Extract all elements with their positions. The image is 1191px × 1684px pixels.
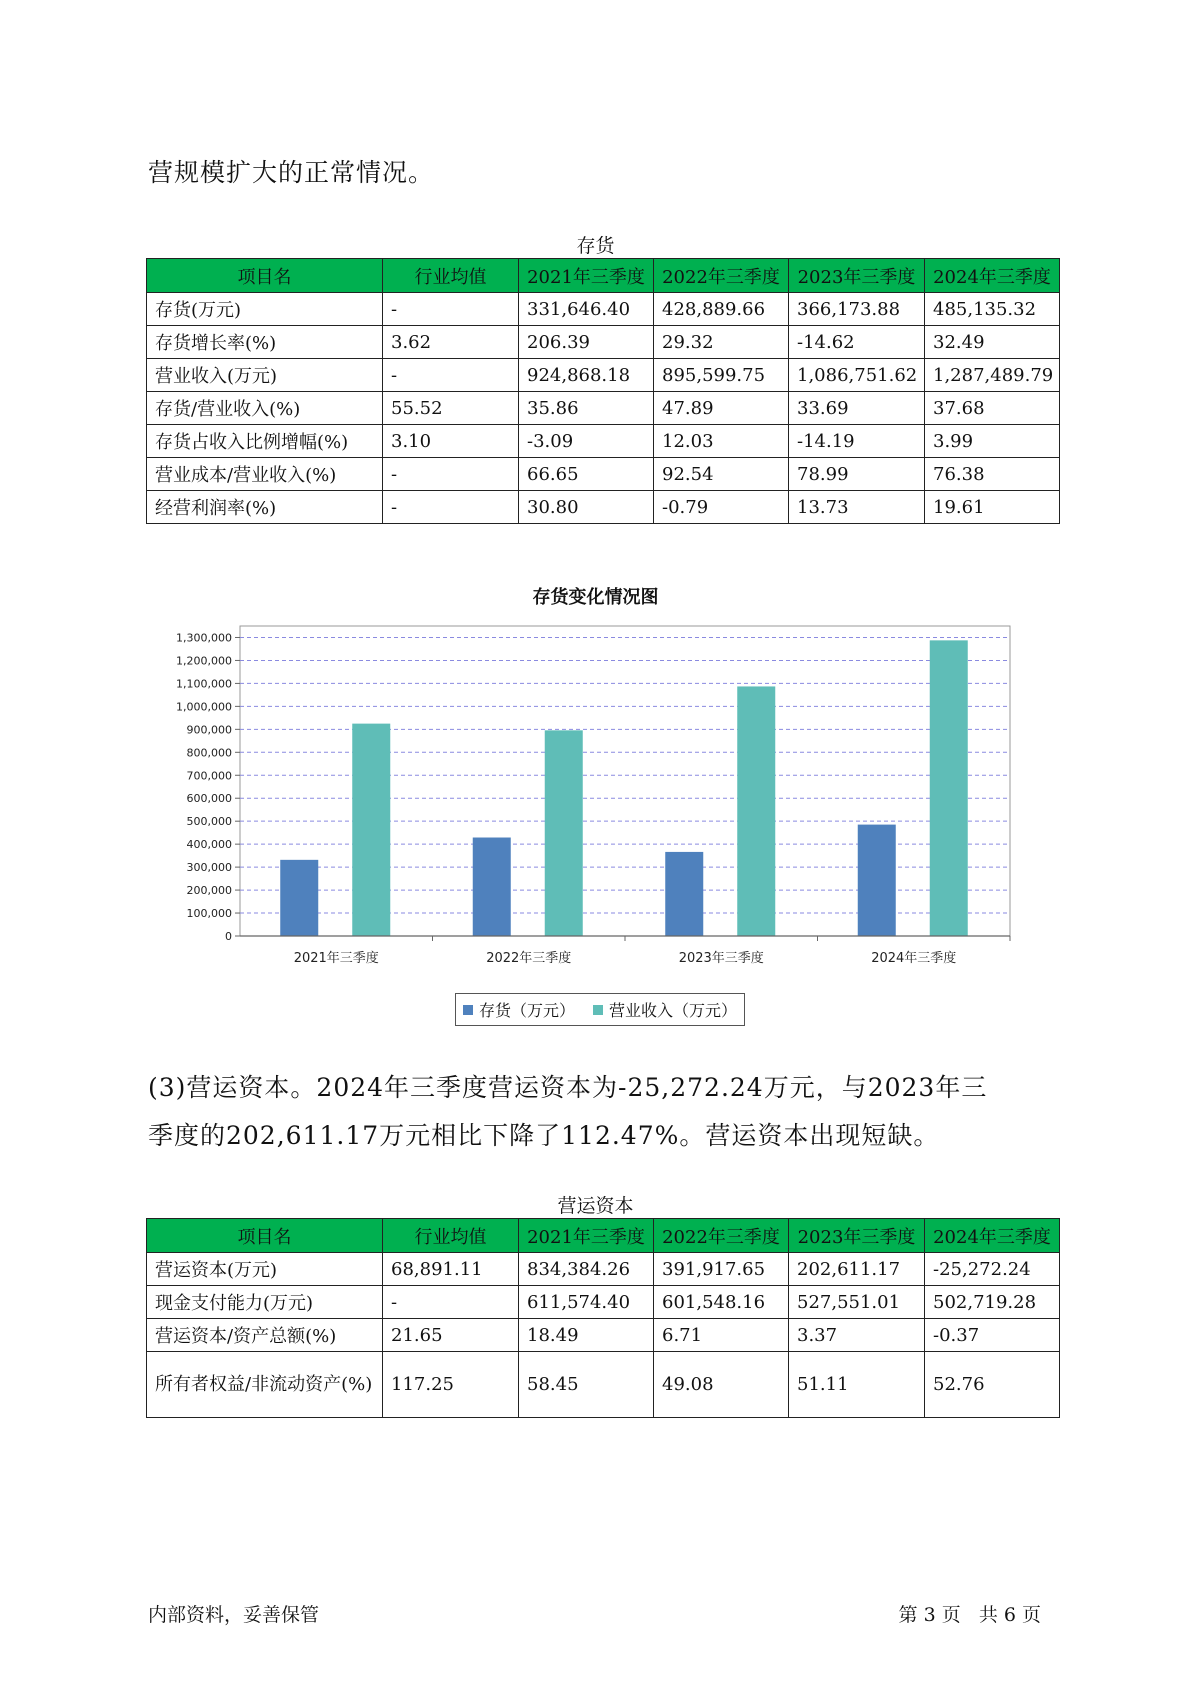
table-cell: 206.39 [519, 326, 654, 359]
working-capital-line-2: 季度的202,611.17万元相比下降了112.47%。营运资本出现短缺。 [148, 1121, 940, 1150]
table-cell: -3.09 [519, 425, 654, 458]
y-tick-label: 200,000 [186, 884, 232, 898]
row-label: 现金支付能力(万元) [147, 1286, 383, 1319]
table-cell: 49.08 [654, 1352, 789, 1418]
table-cell: 35.86 [519, 392, 654, 425]
table-cell: 3.37 [789, 1319, 925, 1352]
bar-revenue [737, 686, 775, 936]
table-cell: -0.37 [925, 1319, 1060, 1352]
table-cell: -0.79 [654, 491, 789, 524]
table-cell: 19.61 [925, 491, 1060, 524]
table-row [147, 392, 1060, 425]
table-cell: 1,086,751.62 [789, 359, 925, 392]
legend-item-inventory [463, 998, 575, 1021]
x-tick-label: 2021年三季度 [293, 951, 379, 966]
working-capital-table [146, 1218, 1060, 1418]
bar-inventory [858, 825, 896, 936]
table-cell: - [383, 359, 519, 392]
header-cell: 2021年三季度 [519, 1219, 654, 1253]
header-cell: 2024年三季度 [925, 1219, 1060, 1253]
table-cell: 527,551.01 [789, 1286, 925, 1319]
legend-swatch-revenue [593, 1005, 603, 1015]
table-cell: -14.62 [789, 326, 925, 359]
y-tick-label: 900,000 [186, 723, 232, 737]
y-tick-label: 1,000,000 [176, 700, 232, 714]
table-cell: 611,574.40 [519, 1286, 654, 1319]
table-cell: 3.99 [925, 425, 1060, 458]
table-cell: 12.03 [654, 425, 789, 458]
table-cell: -14.19 [789, 425, 925, 458]
row-label: 存货增长率(%) [147, 326, 383, 359]
bar-revenue [352, 724, 390, 936]
table-cell: 21.65 [383, 1319, 519, 1352]
table-row [147, 1253, 1060, 1286]
table-cell: 428,889.66 [654, 293, 789, 326]
row-label: 存货(万元) [147, 293, 383, 326]
y-tick-label: 700,000 [186, 769, 232, 783]
x-tick-label: 2022年三季度 [486, 951, 572, 966]
table-cell: 78.99 [789, 458, 925, 491]
row-label: 营运资本(万元) [147, 1253, 383, 1286]
table-cell: - [383, 458, 519, 491]
row-label: 营业成本/营业收入(%) [147, 458, 383, 491]
footer-confidential-note: 内部资料，妥善保管 [148, 1604, 320, 1626]
table-cell: 47.89 [654, 392, 789, 425]
x-tick-label: 2024年三季度 [871, 951, 957, 966]
header-cell: 行业均值 [383, 259, 519, 293]
table-cell: 117.25 [383, 1352, 519, 1418]
header-cell: 行业均值 [383, 1219, 519, 1253]
row-label: 存货占收入比例增幅(%) [147, 425, 383, 458]
table-cell: 66.65 [519, 458, 654, 491]
y-tick-label: 100,000 [186, 907, 232, 921]
header-cell: 项目名 [147, 1219, 383, 1253]
intro-paragraph: 营规模扩大的正常情况。 [148, 158, 435, 187]
table-row [147, 1352, 1060, 1418]
table-cell: 366,173.88 [789, 293, 925, 326]
bar-inventory [665, 852, 703, 936]
table-cell: 3.62 [383, 326, 519, 359]
bar-revenue [545, 730, 583, 936]
row-label: 经营利润率(%) [147, 491, 383, 524]
table-row [147, 1286, 1060, 1319]
working-capital-table-header [147, 1219, 1060, 1253]
table-cell: 55.52 [383, 392, 519, 425]
table-cell: 29.32 [654, 326, 789, 359]
footer-page-number: 第 3 页 共 6 页 [898, 1604, 1041, 1626]
working-capital-line-1: (3)营运资本。2024年三季度营运资本为-25,272.24万元，与2023年三 [148, 1073, 988, 1102]
table-cell: 1,287,489.79 [925, 359, 1060, 392]
table-cell: 52.76 [925, 1352, 1060, 1418]
header-cell: 2022年三季度 [654, 1219, 789, 1253]
x-tick-label: 2023年三季度 [678, 951, 764, 966]
table-cell: 33.69 [789, 392, 925, 425]
table-cell: 30.80 [519, 491, 654, 524]
table-row [147, 1319, 1060, 1352]
table-cell: 924,868.18 [519, 359, 654, 392]
table-cell: 502,719.28 [925, 1286, 1060, 1319]
y-tick-label: 1,100,000 [176, 677, 232, 691]
inventory-table-header [147, 259, 1060, 293]
table-cell: 601,548.16 [654, 1286, 789, 1319]
table-row [147, 458, 1060, 491]
bar-revenue [930, 640, 968, 936]
table-cell: - [383, 491, 519, 524]
table-row [147, 425, 1060, 458]
table-row [147, 293, 1060, 326]
table-cell: 834,384.26 [519, 1253, 654, 1286]
table-cell: 51.11 [789, 1352, 925, 1418]
y-tick-label: 300,000 [186, 861, 232, 875]
table-cell: 331,646.40 [519, 293, 654, 326]
table-cell: 485,135.32 [925, 293, 1060, 326]
row-label: 存货/营业收入(%) [147, 392, 383, 425]
header-cell: 2021年三季度 [519, 259, 654, 293]
y-tick-label: 800,000 [186, 746, 232, 760]
table-row [147, 359, 1060, 392]
inventory-table [146, 258, 1060, 524]
table-cell: 6.71 [654, 1319, 789, 1352]
table-cell: 895,599.75 [654, 359, 789, 392]
table-cell: - [383, 1286, 519, 1319]
table-cell: 391,917.65 [654, 1253, 789, 1286]
table-cell: 58.45 [519, 1352, 654, 1418]
table-row [147, 326, 1060, 359]
table-cell: 32.49 [925, 326, 1060, 359]
table-cell: 76.38 [925, 458, 1060, 491]
header-cell: 2022年三季度 [654, 259, 789, 293]
y-tick-label: 500,000 [186, 815, 232, 829]
header-cell: 2023年三季度 [789, 259, 925, 293]
y-tick-label: 600,000 [186, 792, 232, 806]
chart-title: 存货变化情况图 [532, 587, 659, 608]
header-cell: 项目名 [147, 259, 383, 293]
chart-legend [455, 993, 745, 1026]
table-cell: 37.68 [925, 392, 1060, 425]
table-cell: -25,272.24 [925, 1253, 1060, 1286]
inventory-bar-chart [150, 610, 1030, 990]
table-row [147, 491, 1060, 524]
table-cell: 92.54 [654, 458, 789, 491]
row-label: 营运资本/资产总额(%) [147, 1319, 383, 1352]
table-cell: - [383, 293, 519, 326]
y-tick-label: 1,300,000 [176, 631, 232, 645]
table-cell: 68,891.11 [383, 1253, 519, 1286]
inventory-table-caption: 存货 [576, 235, 615, 257]
legend-item-revenue [593, 998, 737, 1021]
row-label: 营业收入(万元) [147, 359, 383, 392]
table-cell: 3.10 [383, 425, 519, 458]
table-cell: 202,611.17 [789, 1253, 925, 1286]
header-cell: 2024年三季度 [925, 259, 1060, 293]
y-tick-label: 0 [225, 930, 232, 943]
bar-inventory [473, 838, 511, 936]
legend-swatch-inventory [463, 1005, 473, 1015]
legend-label-inventory: 存货（万元） [478, 1001, 575, 1020]
legend-label-revenue: 营业收入（万元） [609, 1001, 738, 1020]
table-cell: 18.49 [519, 1319, 654, 1352]
bar-inventory [280, 860, 318, 936]
working-capital-table-caption: 营运资本 [557, 1195, 634, 1217]
y-tick-label: 1,200,000 [176, 654, 232, 668]
header-cell: 2023年三季度 [789, 1219, 925, 1253]
table-cell: 13.73 [789, 491, 925, 524]
row-label: 所有者权益/非流动资产(%) [147, 1352, 383, 1418]
y-tick-label: 400,000 [186, 838, 232, 852]
